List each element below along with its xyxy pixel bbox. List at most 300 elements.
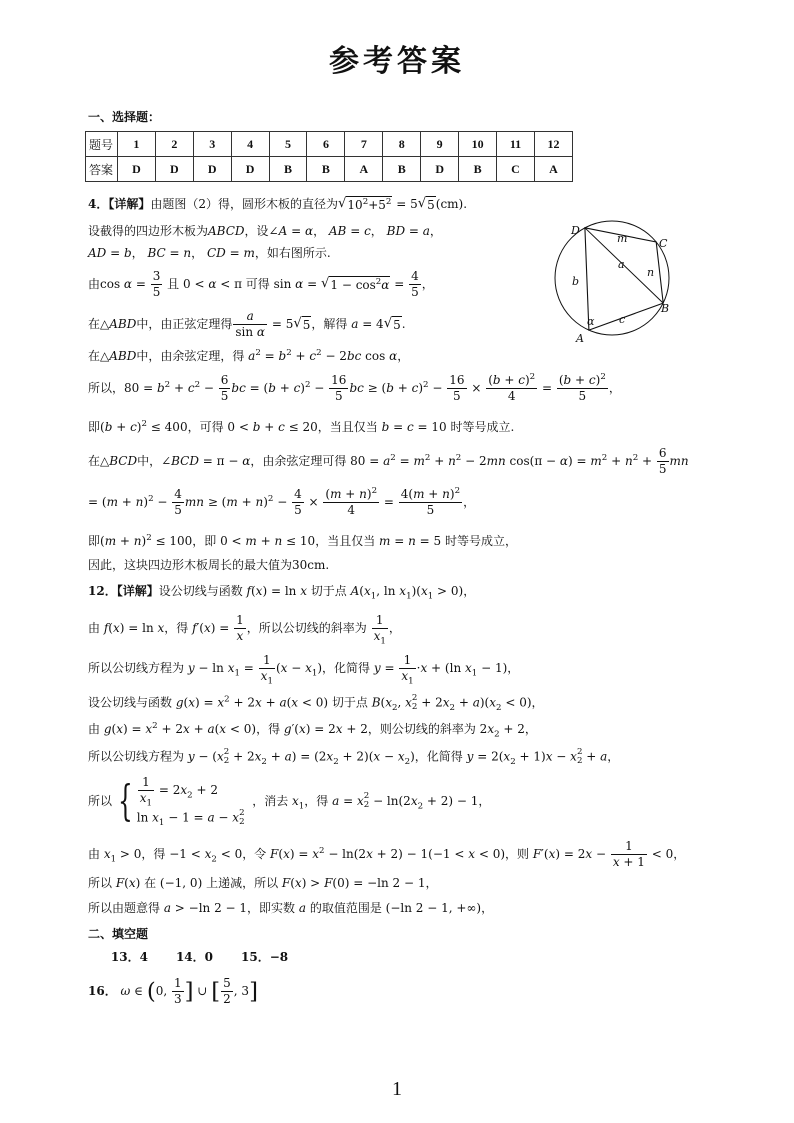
fraction — [399, 652, 415, 686]
answer-row — [86, 157, 573, 182]
text-run: = 2 — [155, 782, 181, 797]
math-symbol: x — [182, 722, 190, 736]
text-run: 2 — [223, 991, 231, 1006]
text-run: + 2 — [192, 782, 218, 797]
interval-bracket: ( — [146, 978, 156, 1004]
subscript: 1 — [146, 797, 153, 808]
text-run: 即( — [88, 534, 105, 548]
line-content — [88, 583, 476, 602]
math-symbol: b — [123, 246, 132, 260]
vertex-label-d: D — [571, 224, 580, 237]
question-number-row-label: 题号 — [86, 132, 118, 157]
diagonal-label-a: a — [618, 258, 625, 271]
text-run: 16 — [331, 372, 347, 387]
text-run: ， — [607, 749, 620, 764]
math-symbol: x — [397, 749, 405, 764]
text-run: + 2， — [499, 722, 537, 736]
subscript: 2 — [417, 800, 424, 811]
math-symbol: x — [312, 846, 319, 861]
fill-answer-label: 15． — [241, 950, 270, 964]
math-symbol: x — [335, 722, 343, 736]
equation-system — [112, 776, 245, 827]
text-run: ) = ln — [119, 620, 158, 635]
text-run: ) > — [301, 876, 325, 890]
math-symbol: b — [381, 420, 390, 434]
text-run: )( — [479, 695, 490, 710]
text-run: 5 — [220, 388, 229, 403]
math-symbol: x — [280, 660, 288, 675]
fraction-numerator — [172, 977, 184, 992]
text-run: × — [467, 380, 486, 395]
text-run: − — [273, 494, 292, 509]
math-symbol: BCD — [171, 453, 199, 468]
subscript: 2 — [576, 756, 583, 766]
text-run: − 2 — [321, 349, 347, 363]
fraction-denominator — [657, 462, 669, 476]
text-run: − — [592, 846, 610, 861]
text-run: = — [287, 224, 305, 238]
math-symbol: ABCD — [208, 224, 245, 238]
math-symbol: mn — [669, 453, 689, 468]
text-run: + — [275, 380, 294, 395]
text-run: + — [266, 749, 285, 764]
text-run: , — [397, 695, 406, 710]
math-symbol: a — [207, 722, 215, 736]
text-run: = — [346, 224, 365, 238]
square-root — [338, 196, 392, 212]
text-run: 中，由正弦定理得 — [136, 316, 233, 331]
text-run: > 0，得 −1 < — [116, 846, 205, 861]
math-symbol: a — [284, 749, 292, 764]
equation-row — [137, 774, 245, 808]
superscript: 2 — [319, 845, 325, 856]
fraction-numerator — [447, 374, 466, 389]
text-run: ′( — [196, 620, 204, 635]
question-number-cell: 6 — [307, 132, 345, 157]
superscript: 2 — [424, 452, 431, 463]
radicand — [302, 316, 312, 332]
interval-bracket: [ — [211, 978, 221, 1004]
fraction-denominator — [221, 992, 233, 1006]
section-heading-text: 一、选择题： — [88, 110, 161, 124]
text-run: sin — [235, 324, 257, 339]
line-content — [88, 612, 401, 646]
text-run: ∈ — [130, 983, 147, 998]
text-run: − ln(2 — [324, 846, 367, 861]
text-run: ( — [278, 846, 284, 861]
fraction — [611, 840, 647, 869]
math-symbol: BD — [386, 224, 406, 238]
text-run: ∪ — [193, 983, 212, 998]
text-run: 5 — [152, 284, 161, 299]
side-label-c: c — [619, 313, 626, 326]
text-run: ，消去 — [244, 793, 293, 808]
text-run: 中，由余弦定理，得 — [136, 349, 249, 363]
text-run: ) = — [568, 453, 591, 468]
text-run: ， — [370, 224, 387, 238]
text-run: ) = — [194, 695, 218, 710]
subscript: 1 — [158, 817, 165, 828]
question-number-cell: 8 — [383, 132, 421, 157]
text-run: 因此，这块四边形木板周长的最大值为30cm. — [88, 558, 330, 572]
square-root — [293, 316, 311, 332]
math-symbol: a — [246, 308, 254, 323]
text-run: < 0)，则 — [475, 846, 533, 861]
text-run: 即( — [88, 420, 105, 434]
text-run: ) 在 (−1, 0) 上递减，所以 — [135, 876, 282, 890]
math-symbol: x — [420, 584, 428, 598]
subscript: 1 — [234, 667, 240, 678]
superscript: 2 — [304, 379, 311, 390]
question-number-cell: 3 — [193, 132, 231, 157]
text-run: = 10 时等号成立. — [413, 420, 515, 434]
text-run: = — [389, 420, 407, 434]
math-symbol: m — [226, 494, 238, 509]
text-run: ， — [313, 224, 329, 238]
text-run: 在△ — [88, 349, 110, 363]
text-run: = — [165, 246, 184, 260]
math-symbol: m — [590, 453, 602, 468]
text-run: ) — [141, 534, 147, 548]
superscript: 2 — [423, 379, 429, 390]
answer-table — [85, 131, 573, 182]
text-run: 中，∠ — [137, 453, 172, 468]
text-run: = 5 — [268, 316, 294, 331]
text-run: ) = 2 — [305, 722, 336, 736]
fraction — [138, 774, 154, 808]
interval-bracket: ] — [184, 978, 194, 1004]
line-content — [88, 557, 329, 573]
math-symbol: x — [219, 722, 227, 736]
subscript: 2 — [449, 702, 456, 713]
subscript: 2 — [223, 756, 230, 766]
text-run: ( — [380, 695, 386, 710]
superscript: 2 — [576, 747, 583, 757]
line-content — [88, 721, 537, 740]
text-run: 1 — [142, 774, 150, 789]
answer-cell: D — [193, 157, 231, 182]
superscript: 2 — [164, 379, 171, 390]
fraction-denominator — [329, 389, 348, 403]
subscript: 2 — [510, 756, 516, 767]
math-symbol: c — [364, 224, 371, 238]
text-run: ( — [290, 876, 295, 890]
math-symbol: x — [300, 584, 307, 598]
text-run: 4 — [174, 486, 182, 501]
text-run: = 2( — [473, 749, 504, 764]
text-run: 5 — [453, 388, 461, 403]
text-run: 由cos — [88, 276, 124, 291]
text-run: < 0，令 — [216, 846, 271, 861]
text-run: + — [116, 534, 134, 548]
subscript: 1 — [380, 635, 386, 646]
fraction — [409, 270, 421, 299]
math-symbol: n — [442, 486, 450, 501]
text-run: ) = (2 — [291, 749, 327, 764]
question-label: 16． — [88, 983, 117, 998]
text-run: + — [500, 372, 519, 387]
math-symbol: x — [203, 620, 211, 635]
superscript: 2 — [194, 379, 201, 390]
fill-answer-label: 13． — [110, 950, 140, 964]
text-run: ， — [397, 349, 410, 363]
vertex-label-c: C — [659, 237, 668, 250]
math-symbol: x — [464, 660, 472, 675]
text-run: = — [132, 276, 150, 291]
math-symbol: x — [468, 846, 476, 861]
fraction — [259, 652, 275, 686]
fill-answer-14 — [176, 949, 213, 965]
text-run: ( — [108, 620, 113, 635]
page-number: 1 — [392, 1078, 402, 1100]
interval-bracket: ] — [249, 978, 258, 1004]
line-content — [88, 223, 442, 239]
text-run: + 2 — [157, 722, 183, 736]
text-run: < 0， — [647, 846, 686, 861]
fraction — [323, 485, 379, 517]
text-run: 1 — [403, 652, 412, 667]
math-symbol: F — [281, 876, 291, 890]
text-run: cos — [361, 349, 390, 363]
math-symbol: m — [413, 486, 425, 501]
question-number-cell: 12 — [534, 132, 572, 157]
text-run: = 5 — [392, 196, 418, 211]
math-symbol: ABD — [109, 316, 137, 331]
fraction-denominator — [409, 285, 421, 299]
math-symbol: AD — [88, 246, 107, 260]
math-symbol: b — [492, 372, 501, 387]
question-number-cell: 10 — [459, 132, 497, 157]
superscript: 2 — [390, 452, 396, 463]
text-run: ( — [250, 584, 256, 598]
text-run: 所以，80 = — [88, 380, 157, 395]
text-run: ，如右图所示. — [254, 246, 331, 260]
fraction-denominator — [151, 285, 163, 299]
text-run: , ln — [376, 584, 400, 598]
fraction — [172, 488, 184, 517]
text-run: 在△ — [88, 316, 110, 331]
square-root — [321, 276, 390, 292]
fraction-denominator — [172, 992, 184, 1006]
superscript: 2 — [529, 371, 536, 382]
math-symbol: f — [192, 620, 197, 635]
text-run: + — [638, 453, 656, 468]
text-run: − 1 = — [164, 810, 208, 824]
superscript: 2 — [267, 493, 274, 504]
subscript: 2 — [363, 800, 370, 810]
text-run: ( — [286, 695, 292, 710]
fraction-numerator — [329, 374, 348, 389]
text-run: ) — [449, 486, 455, 501]
text-run: + 2)( — [338, 749, 374, 764]
math-symbol: b — [252, 420, 261, 434]
math-symbol: b — [278, 349, 287, 363]
line-content — [88, 533, 517, 549]
fraction-denominator — [292, 503, 304, 517]
math-symbol: x — [410, 793, 418, 808]
subscript: 2 — [333, 756, 339, 767]
math-symbol: c — [411, 380, 419, 395]
text-run: 由题图（2）得，圆形木板的直径为 — [150, 196, 338, 211]
math-symbol: x — [291, 695, 299, 710]
math-symbol: A — [350, 584, 360, 598]
math-symbol: x — [254, 749, 262, 764]
math-symbol: a — [472, 695, 480, 710]
math-symbol: B — [371, 695, 381, 710]
subscript: 2 — [494, 729, 500, 740]
subscript: 1 — [267, 675, 273, 686]
text-run: − — [214, 810, 233, 824]
text-run: 5 — [174, 502, 182, 517]
math-symbol: x — [399, 584, 407, 598]
text-run: + — [170, 380, 188, 395]
superscript: 2 — [454, 485, 461, 496]
answer-cell: B — [383, 157, 421, 182]
text-run: + — [117, 494, 136, 509]
answer-cell: D — [231, 157, 269, 182]
subscript: 2 — [496, 702, 502, 713]
math-symbol: c — [187, 380, 195, 395]
line-content — [88, 748, 619, 766]
vertex-label-b: B — [661, 302, 670, 315]
math-symbol: a — [163, 901, 171, 915]
text-run: +5 — [368, 198, 386, 213]
math-symbol: x — [204, 846, 212, 861]
fraction-numerator — [323, 485, 379, 503]
text-run: 在△ — [88, 453, 110, 468]
math-symbol: n — [133, 534, 142, 548]
math-symbol: ABD — [109, 349, 137, 363]
math-symbol: a — [279, 695, 287, 710]
radicand — [329, 276, 390, 292]
answer-cell: B — [459, 157, 497, 182]
answer-cell: D — [155, 157, 193, 182]
text-run: = ( — [88, 494, 107, 509]
text-run: ) — [263, 494, 268, 509]
text-run: ( — [558, 372, 564, 387]
math-symbol: c — [588, 372, 596, 387]
math-symbol: ω — [120, 983, 131, 998]
text-run: = ( — [245, 380, 269, 395]
fraction-denominator — [323, 503, 379, 517]
text-run: 的取值范围是 (−ln 2 − 1, +∞)， — [306, 901, 494, 915]
subscript: 2 — [411, 702, 418, 712]
fraction — [234, 614, 246, 643]
math-symbol: x — [366, 846, 373, 861]
text-run: 3 — [152, 268, 161, 283]
text-run: = π − — [198, 453, 243, 468]
math-symbol: x — [216, 749, 224, 764]
text-run: 10 — [347, 198, 363, 213]
fraction-denominator — [259, 668, 275, 686]
superscript: 2 — [223, 747, 230, 757]
question-number-cell: 5 — [269, 132, 307, 157]
text-run: ≤ 20，当且仅当 — [284, 420, 382, 434]
superscript: 2 — [363, 791, 370, 801]
math-symbol: F — [324, 876, 333, 890]
math-symbol: y — [373, 660, 381, 675]
fill-answer-13 — [111, 949, 148, 965]
text-run: ′( — [541, 846, 549, 861]
math-symbol: x — [255, 584, 263, 598]
answer-cell: B — [307, 157, 345, 182]
fraction-denominator — [557, 389, 608, 403]
math-symbol: AB — [328, 224, 347, 238]
math-symbol: c — [406, 420, 414, 434]
text-run: = — [390, 534, 409, 548]
text-run: (cm). — [435, 196, 468, 211]
text-run: 16 — [449, 372, 465, 387]
superscript: 2 — [239, 807, 245, 818]
text-run: 且 0 < — [163, 276, 209, 291]
fraction-numerator — [611, 840, 647, 855]
text-run: ( — [111, 722, 117, 736]
section-heading-text: 二、填空题 — [88, 927, 149, 941]
equation-row — [137, 809, 245, 827]
text-run: ) = — [122, 722, 146, 736]
superscript: 2 — [255, 348, 261, 358]
text-run: > −ln 2 − 1，即实数 — [170, 901, 299, 915]
text-run: ( — [183, 695, 189, 710]
superscript: 2 — [146, 533, 152, 543]
text-run: ≤ 100，即 0 < — [151, 534, 246, 548]
math-symbol: bc — [346, 349, 362, 363]
text-run: ≤ 400，可得 0 < — [146, 420, 253, 434]
line-content — [88, 977, 258, 1006]
question-number-cell: 2 — [155, 132, 193, 157]
text-run: 切于点 — [306, 584, 351, 598]
superscript: 2 — [371, 485, 378, 496]
text-run: = — [538, 380, 556, 395]
math-symbol: b — [268, 380, 276, 395]
math-symbol: x — [112, 620, 120, 635]
math-symbol: c — [293, 380, 301, 395]
text-run: 所以由题意得 — [88, 901, 164, 915]
text-run: = — [405, 224, 423, 238]
fraction-denominator — [399, 668, 415, 686]
text-run: 设公切线与函数 — [158, 584, 247, 598]
text-run: ， — [191, 246, 207, 260]
math-symbol: a — [422, 224, 430, 238]
text-run: )，化简得 — [410, 749, 467, 764]
math-symbol: F — [115, 876, 125, 890]
inscribed-quadrilateral-diagram — [540, 210, 690, 350]
text-run: ln — [136, 810, 153, 824]
math-symbol: m — [379, 534, 391, 548]
text-run: + 2 — [229, 695, 255, 710]
math-symbol: bc — [349, 380, 364, 395]
text-run: ) = — [210, 620, 234, 635]
math-symbol: n — [624, 453, 633, 468]
line-content — [88, 875, 437, 891]
square-root — [418, 196, 436, 212]
superscript: 2 — [455, 452, 462, 463]
fraction-numerator — [221, 977, 233, 992]
math-symbol: b — [156, 380, 165, 395]
fraction-denominator — [447, 389, 466, 403]
subscript: 1 — [110, 853, 117, 864]
math-symbol: mn — [486, 453, 506, 468]
text-run: 所以 — [88, 876, 116, 890]
text-run: 6 — [220, 372, 229, 387]
math-symbol: x — [385, 695, 392, 710]
question-label: 12．【详解】 — [88, 584, 159, 598]
math-symbol: n — [408, 534, 416, 548]
line-content — [88, 270, 434, 299]
fraction-denominator — [611, 855, 647, 869]
math-symbol: x — [152, 810, 159, 824]
fraction-denominator — [399, 503, 462, 517]
